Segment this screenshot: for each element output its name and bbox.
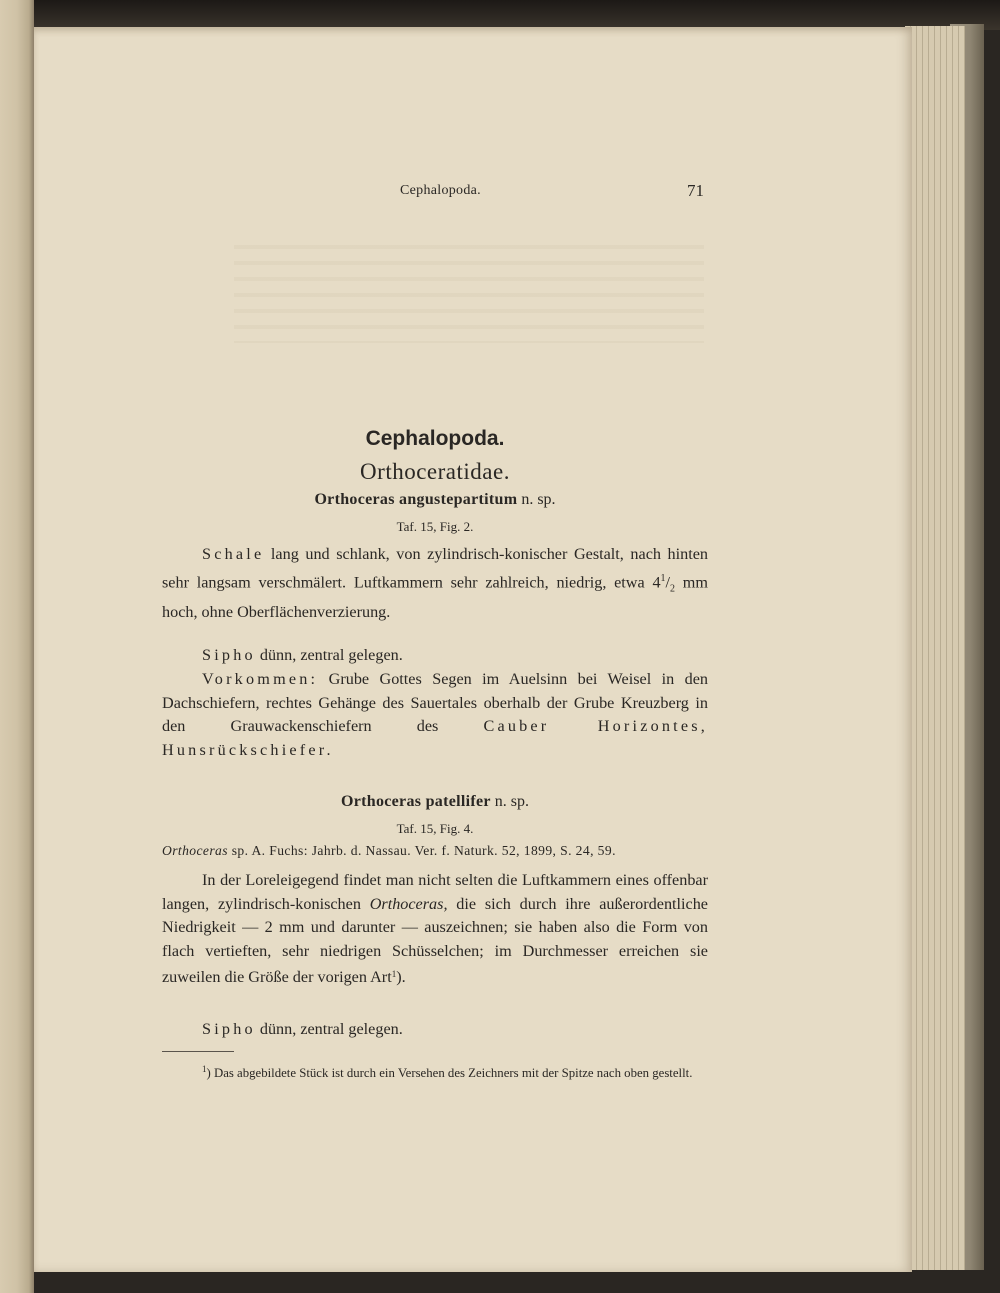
synonym-genus: Orthoceras (162, 843, 228, 858)
occurrence-paragraph (162, 668, 708, 762)
plate-reference-2: Taf. 15, Fig. 4. (396, 821, 474, 836)
fraction-numerator: 1 (660, 572, 666, 584)
species-heading-2 (162, 793, 708, 811)
sipho-text-2: dünn, zentral gelegen. (255, 1020, 403, 1038)
sipho-paragraph-2 (162, 1018, 708, 1042)
genus-italic: Orthoceras, (369, 894, 448, 913)
term-schale: Schale (202, 545, 265, 563)
description-tail-1: mm hoch, ohne Oberflächenverzierung. (162, 572, 708, 621)
book-binding-left (0, 0, 34, 1293)
species-name-1: Orthoceras angustepartitum (314, 491, 518, 508)
horizon-name: Cauber Horizontes, Hunsrückschiefer. (162, 717, 708, 759)
description-end-2: ). (396, 968, 406, 986)
footnote-reference: 1 (391, 969, 397, 979)
synonymy-line (162, 843, 708, 859)
description-paragraph-2 (162, 869, 708, 990)
sipho-paragraph-1 (162, 644, 708, 668)
page-content (34, 27, 912, 1272)
fraction-denominator: 2 (670, 583, 676, 595)
species-suffix-2: n. sp. (490, 793, 530, 810)
footnote (162, 1059, 708, 1083)
running-header (360, 183, 708, 205)
description-text-2: In der Loreleigegend findet man nicht selten die Luftkammern eines offenbar langen, zylindrisch-konischen (162, 871, 708, 913)
description-tail-2: die sich durch ihre außerordentliche Niedrigkeit — 2 mm und darunter — auszeichnen; sie haben also die Form von flach vertieften, sehr niedrigen Schüsselchen; im Durchmesser erreichen sie zuweilen die Größe der vorigen Art (162, 894, 708, 986)
sipho-text-1: dünn, zentral gelegen. (255, 646, 403, 664)
family-heading: Orthoceratidae. (360, 459, 510, 484)
footnote-divider (162, 1051, 234, 1052)
plate-reference-1: Taf. 15, Fig. 2. (396, 519, 474, 534)
page-number: 71 (687, 181, 704, 200)
book-page (34, 27, 912, 1272)
term-vorkommen: Vorkommen: (202, 670, 319, 688)
description-paragraph-1: Schale lang und schlank, von zylindrisch-konischer Gestalt, nach hinten sehr langsam verschmälert. Luftkammern sehr zahlreich, niedrig, etwa $4^1/_2$ mm hoch, ohne Oberflächenverzierung. (162, 545, 708, 621)
scan-background (0, 0, 1000, 30)
species-name-2: Orthoceras patellifer (340, 793, 491, 810)
term-sipho-1: Sipho (202, 646, 256, 664)
footnote-marker: 1 (202, 1064, 207, 1074)
species-heading-1 (162, 491, 708, 509)
page-edges-stack (905, 26, 965, 1270)
running-title: Cephalopoda. (400, 183, 481, 198)
synonym-citation: sp. A. Fuchs: Jahrb. d. Nassau. Ver. f. Naturk. 52, 1899, S. 24, 59. (227, 843, 616, 858)
description-text-1: lang und schlank, von zylindrisch-konischer Gestalt, nach hinten sehr langsam verschmälert. Luftkammern sehr zahlreich, niedrig, etwa 4 (162, 545, 708, 591)
footnote-text: ) Das abgebildete Stück ist durch ein Versehen des Zeichners mit der Spitze nach oben gestellt. (206, 1066, 693, 1080)
term-sipho-2: Sipho (202, 1020, 256, 1038)
species-suffix-1: n. sp. (517, 491, 556, 508)
occurrence-text: Grube Gottes Segen im Auelsinn bei Weisel in den Dachschiefern, rechtes Gehänge des Sauertales oberhalb der Grube Kreuzberg in den Grauwackenschiefern des (162, 670, 708, 735)
class-heading: Cephalopoda. (365, 427, 505, 450)
